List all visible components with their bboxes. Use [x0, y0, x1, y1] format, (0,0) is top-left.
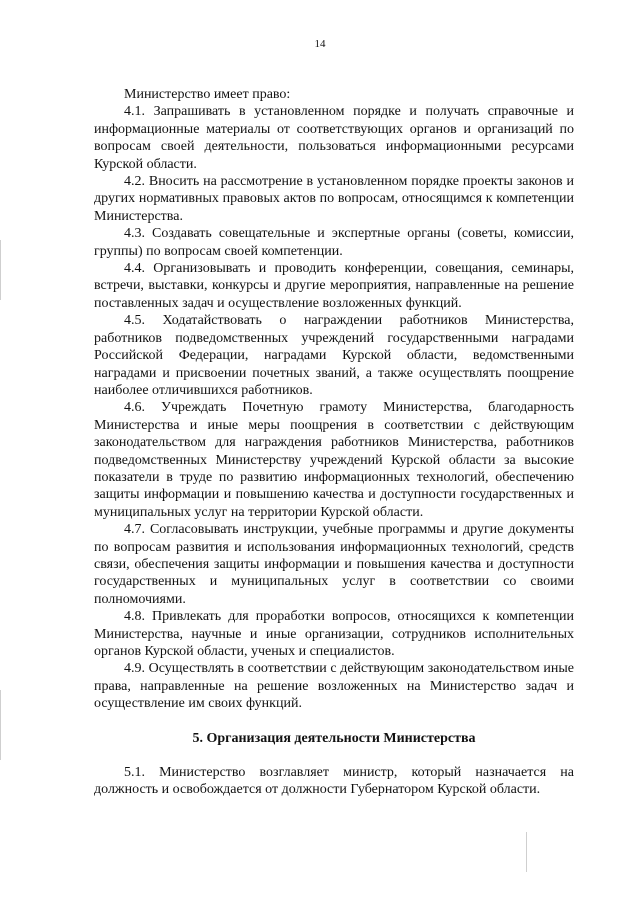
page-number: 14 [314, 38, 326, 50]
clause-4-3: 4.3. Создавать совещательные и экспертные органы (советы, комиссии, группы) по вопросам своей компетенции. [94, 226, 574, 259]
scan-edge-mark [526, 832, 527, 872]
section-heading: 5. Организация деятельности Министерства [192, 730, 476, 746]
document-body [94, 86, 574, 799]
clause-4-1: 4.1. Запрашивать в установленном порядке и получать справочные и информационные материалы от соответствующих органов и организаций по вопросам своей деятельности, пользоваться информационными ресурсами Курской области. [94, 104, 574, 172]
clause-4-5: 4.5. Ходатайствовать о награждении работников Министерства, работников подведомственных учреждений государственными наградами Российской Федерации, наградами Курской области, ведомственными наградами и присвоении почетных званий, а также осуществлять поощрение наиболее отличившихся работников. [94, 313, 574, 398]
clause-4-9: 4.9. Осуществлять в соответствии с действующим законодательством иные права, направленные на решение возложенных на Министерство задач и осуществление им своих функций. [94, 661, 574, 712]
clause-4-2: 4.2. Вносить на рассмотрение в установленном порядке проекты законов и других нормативных правовых актов по вопросам, относящимся к компетенции Министерства. [94, 174, 574, 224]
scan-edge-mark [0, 690, 1, 760]
clause-4-6: 4.6. Учреждать Почетную грамоту Министерства, благодарность Министерства и иные меры поощрения в соответствии с действующим законодательством для награждения работников Министерства, работников подведомственных Министерству учреждений Курской области за высокие показатели в труде по развитию информационных технологий, обеспечению защиты информации и повышению качества и доступности государственных и муниципальных услуг на территории Курской области. [94, 400, 574, 520]
clause-5-1: 5.1. Министерство возглавляет министр, который назначается на должность и освобождается от должности Губернатором Курской области. [94, 765, 574, 798]
scan-edge-mark [0, 240, 1, 300]
clause-4-7: 4.7. Согласовывать инструкции, учебные программы и другие документы по вопросам развития и использования информационных технологий, средств связи, обеспечения защиты информации и повышения качества и доступности государственных и муниципальных услуг в соответствии со своими полномочиями. [94, 522, 574, 607]
rights-intro: Министерство имеет право: [124, 87, 291, 102]
clause-4-8: 4.8. Привлекать для проработки вопросов, относящихся к компетенции Министерства, научные и иные организации, сотрудников исполнительных органов Курской области, ученых и специалистов. [94, 609, 574, 659]
clause-4-4: 4.4. Организовывать и проводить конференции, совещания, семинары, встречи, выставки, конкурсы и другие мероприятия, направленные на решение поставленных задач и осуществление возложенных функций. [94, 261, 574, 311]
